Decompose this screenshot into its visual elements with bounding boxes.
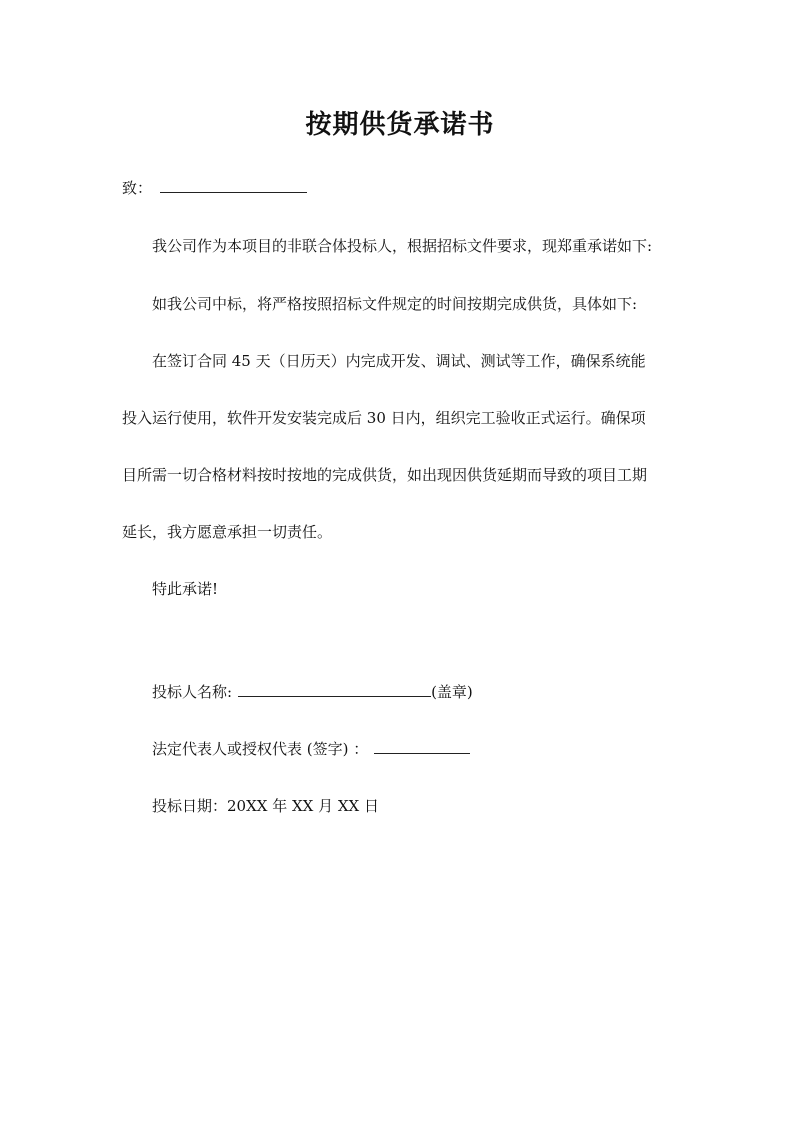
bidder-name-label: 投标人名称:	[152, 683, 233, 701]
legal-rep-label: 法定代表人或授权代表 (签字) ：	[152, 740, 369, 758]
bid-date-line: 投标日期：20XX 年 XX 月 XX 日	[152, 797, 380, 815]
recipient-label: 致：	[122, 179, 153, 197]
paragraph-3-line-3: 目所需一切合格材料按时按地的完成供货，如出现因供货延期而导致的项目工期	[122, 466, 648, 484]
recipient-blank	[160, 178, 307, 193]
bidder-name-blank	[238, 682, 431, 697]
paragraph-3-line-4: 延长，我方愿意承担一切责任。	[122, 523, 333, 541]
paragraph-3-line-2: 投入运行使用，软件开发安装完成后 30 日内，组织完工验收正式运行。确保项	[122, 409, 646, 427]
seal-note: (盖章)	[431, 683, 473, 701]
recipient-line	[122, 178, 682, 198]
bidder-name-line	[152, 682, 712, 702]
paragraph-3-line-1: 在签订合同 45 天（日历天）内完成开发、调试、测试等工作，确保系统能	[152, 352, 646, 370]
paragraph-2: 如我公司中标，将严格按照招标文件规定的时间按期完成供货，具体如下:	[152, 295, 638, 313]
legal-rep-blank	[374, 739, 470, 754]
document-title: 按期供货承诺书	[305, 110, 495, 140]
legal-rep-line	[152, 739, 712, 759]
paragraph-1: 我公司作为本项目的非联合体投标人，根据招标文件要求，现郑重承诺如下:	[152, 237, 653, 255]
closing-statement: 特此承诺!	[152, 580, 219, 598]
